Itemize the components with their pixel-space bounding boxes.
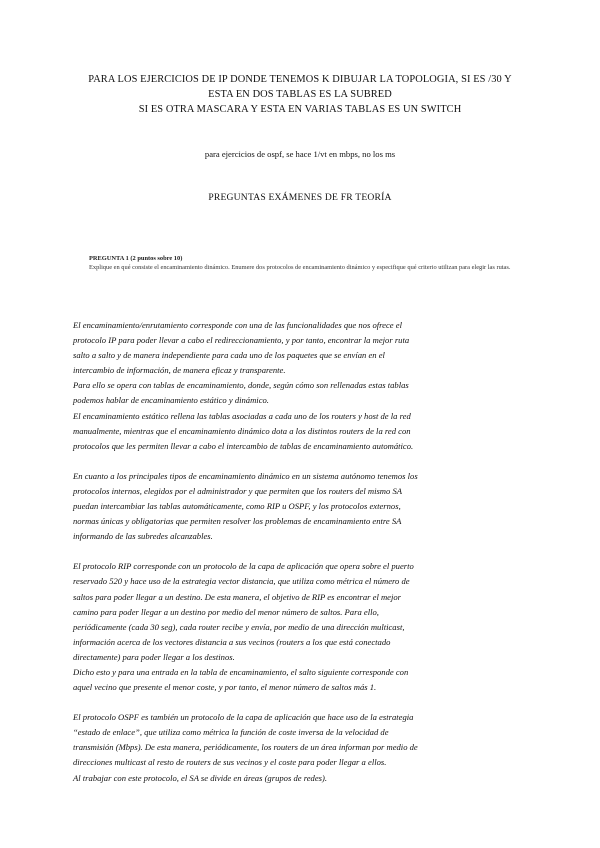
question-text: Explique en qué consiste el encaminamiento dinámico. Enumere dos protocolos de encaminamiento dinámico y especifique qué criterio utilizan para elegir las rutas. [89, 264, 511, 271]
text-line: “estado de enlace”, que utiliza como métrica la función de coste inversa de la velocidad de [73, 727, 389, 738]
header-line-1: PARA LOS EJERCICIOS DE IP DONDE TENEMOS K DIBUJAR LA TOPOLOGIA, SI ES /30 Y [88, 74, 512, 85]
text-line: protocolos que les permiten llevar a cabo el intercambio de tablas de encaminamiento automático. [73, 440, 414, 451]
text-line: El encaminamiento estático rellena las tablas asociadas a cada uno de los routers y host de la red [73, 410, 411, 421]
text-line: Para ello se opera con tablas de encaminamiento, donde, según cómo son rellenadas estas tablas [73, 380, 409, 391]
answer-paragraph-3 [73, 559, 531, 695]
text-line: El encaminamiento/enrutamiento corresponde con una de las funcionalidades que nos ofrece el [73, 320, 402, 330]
text-line: transmisión (Mbps). De esta manera, periódicamente, los routers de un área informan por medio de [73, 742, 418, 753]
text-line: reservado 520 y hace uso de la estrategia vector distancia, que utiliza como métrica el número de [73, 576, 410, 587]
question-box [89, 254, 529, 272]
text-line: El protocolo OSPF es también un protocolo de la capa de aplicación que hace uso de la estrategia [73, 712, 414, 723]
text-line: El protocolo RIP corresponde con un protocolo de la capa de aplicación que opera sobre el puerto [73, 561, 414, 572]
text-line: En cuanto a los principales tipos de encaminamiento dinámico en un sistema autónomo tenemos los [73, 470, 418, 481]
header-line-3: SI ES OTRA MASCARA Y ESTA EN VARIAS TABLAS ES UN SWITCH [138, 104, 462, 115]
answer-paragraph-4 [73, 710, 531, 785]
text-line: puedan intercambiar las tablas automáticamente, como RIP u OSPF, y los protocolos externos, [73, 501, 401, 512]
text-line: informando de las subredes alcanzables. [73, 531, 213, 542]
text-line: protocolo IP para poder llevar a cabo el redireccionamiento, y por tanto, encontrar la mejor ruta [73, 335, 410, 346]
text-line: directamente) para poder llegar a los destinos. [73, 651, 235, 662]
answer-paragraph-1 [73, 318, 531, 454]
text-line: saltos para poder llegar a un destino. De esta manera, el objetivo de RIP es encontrar el mejor [73, 591, 402, 602]
text-line: Al trabajar con este protocolo, el SA se divide en áreas (grupos de redes). [73, 772, 328, 783]
answer-body [73, 318, 531, 801]
header-note [60, 72, 540, 117]
text-line: información acerca de los vectores distancia a sus vecinos (routers a los que está conectado [73, 636, 391, 647]
question-title: PREGUNTA 1 (2 puntos sobre 10) [89, 255, 183, 262]
text-line: manualmente, mientras que el encaminamiento dinámico dota a los distintos routers de la red con [73, 425, 411, 436]
text-line: salto a salto y de manera independiente para cada uno de los paquetes que se envían en el [73, 350, 385, 361]
text-line: direcciones multicast al resto de routers de sus vecinos y el coste para poder llegar a ellos. [73, 757, 387, 768]
text-line: periódicamente (cada 30 seg), cada router recibe y envía, por medio de una dirección multicast, [73, 621, 405, 632]
header-line-2: ESTA EN DOS TABLAS ES LA SUBRED [208, 89, 392, 100]
text-line: intercambio de información, de manera eficaz y transparente. [73, 365, 286, 376]
text-line: camino para poder llegar a un destino por medio del menor número de saltos. Para ello, [73, 606, 379, 617]
answer-paragraph-2 [73, 469, 531, 544]
section-title: PREGUNTAS EXÁMENES DE FR TEORÍA [208, 192, 392, 203]
text-line: podemos hablar de encaminamiento estático y dinámico. [73, 395, 269, 406]
ospf-note: para ejercicios de ospf, se hace 1/vt en mbps, no los ms [204, 149, 396, 159]
text-line: protocolos internos, elegidos por el administrador y que permiten que los routers del mismo SA [73, 485, 403, 496]
text-line: Dicho esto y para una entrada en la tabla de encaminamiento, el salto siguiente corresponde con [73, 666, 409, 677]
text-line: normas únicas y obligatorias que permiten resolver los problemas de encaminamiento entre SA [73, 516, 402, 527]
text-line: aquel vecino que presente el menor coste, y por tanto, el menor número de saltos más 1. [73, 682, 377, 693]
